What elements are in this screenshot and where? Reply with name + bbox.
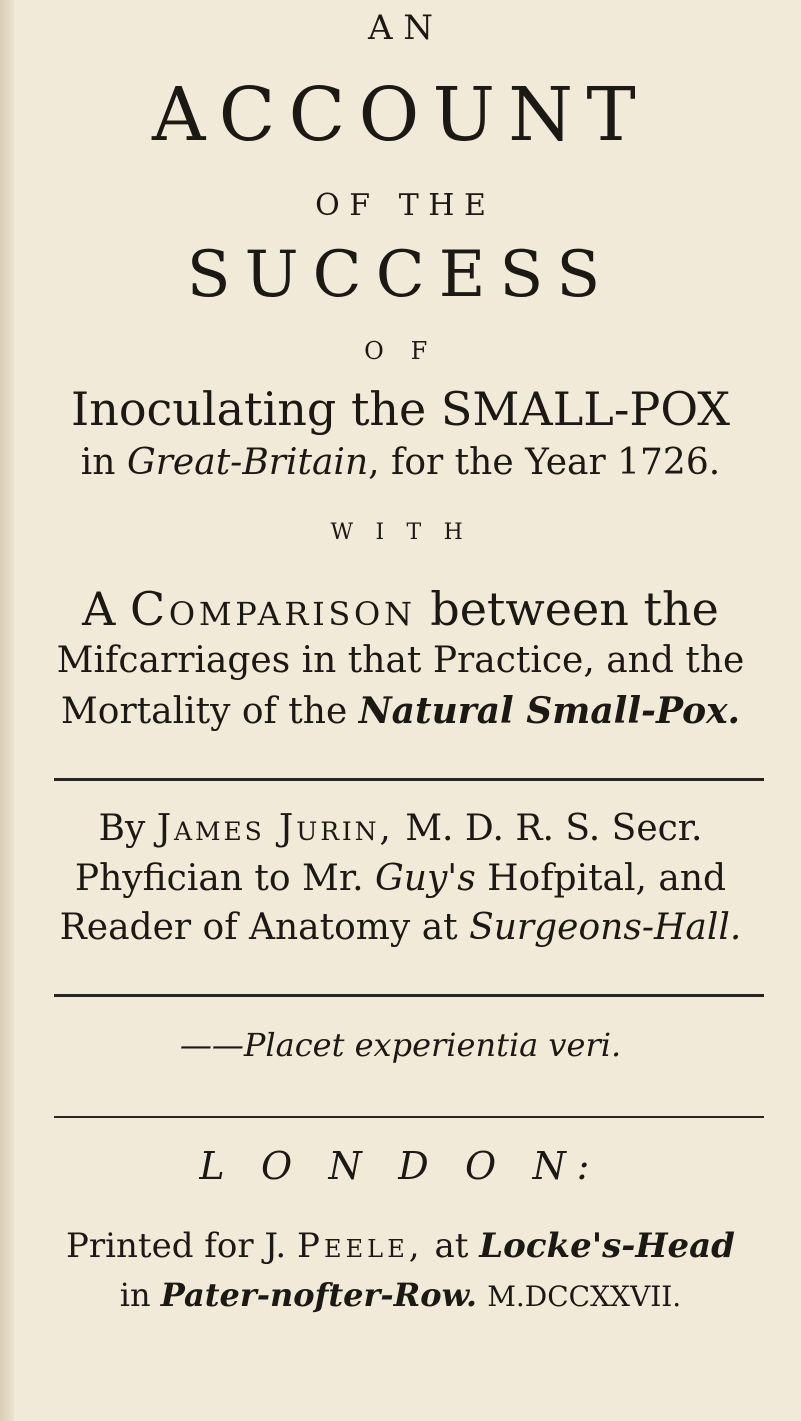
line-with: W I T H bbox=[330, 520, 471, 545]
line-author bbox=[0, 808, 801, 849]
for-the-year: , for the Year 1726. bbox=[368, 442, 721, 483]
rule-2 bbox=[54, 994, 764, 997]
line-physician bbox=[0, 858, 801, 899]
word-a: A bbox=[82, 582, 116, 636]
line-success: SUCCESS bbox=[186, 238, 615, 312]
word-between-the: between the bbox=[430, 582, 719, 636]
author-name: James Jurin, bbox=[156, 808, 394, 849]
author-by: By bbox=[98, 808, 146, 849]
surgeons-hall: Surgeons-Hall. bbox=[469, 907, 742, 948]
line-reader bbox=[0, 907, 801, 948]
reader-text: Reader of Anatomy at bbox=[59, 907, 458, 948]
word-in: in bbox=[80, 442, 116, 483]
guys: Guy's bbox=[375, 858, 476, 899]
imprint-date: M.DCCXXVII. bbox=[487, 1280, 682, 1313]
at-text: at bbox=[434, 1226, 469, 1266]
line-mortality bbox=[0, 690, 801, 732]
motto: ——Placet experientia veri. bbox=[179, 1026, 622, 1064]
rule-3 bbox=[54, 1116, 764, 1118]
printer-name: Peele, bbox=[297, 1226, 424, 1266]
printed-for-text: Printed for J. bbox=[66, 1226, 287, 1266]
mortality-text: Mortality of the bbox=[60, 691, 348, 732]
line-pater-noster bbox=[0, 1276, 801, 1314]
lockes-head: Locke's-Head bbox=[479, 1226, 735, 1266]
author-degree: M. D. R. S. Secr. bbox=[405, 808, 703, 849]
line-an: A N bbox=[367, 8, 434, 48]
physician-text: Phyfician to Mr. bbox=[74, 858, 364, 899]
pater-noster-row: Pater-nofter-Row. bbox=[160, 1276, 478, 1314]
rule-1 bbox=[54, 778, 764, 781]
natural-small-pox: Natural Small-Pox. bbox=[358, 690, 741, 732]
line-comparison bbox=[0, 582, 801, 636]
word-great-britain: Great-Britain bbox=[126, 442, 369, 483]
imprint-city: L O N D O N: bbox=[199, 1144, 602, 1188]
hospital-text: Hofpital, and bbox=[487, 858, 727, 899]
line-great-britain bbox=[0, 442, 801, 483]
line-miscarriages: Mifcarriages in that Practice, and the bbox=[56, 640, 745, 681]
in-text: in bbox=[119, 1276, 151, 1314]
line-printed-for bbox=[0, 1226, 801, 1266]
line-account: ACCOUNT bbox=[151, 72, 650, 158]
line-of-the: O F T H E bbox=[315, 188, 486, 223]
line-of: O F bbox=[364, 337, 437, 365]
word-comparison: Comparison bbox=[130, 582, 416, 636]
line-inoculating: Inoculating the SMALL-POX bbox=[71, 382, 730, 436]
